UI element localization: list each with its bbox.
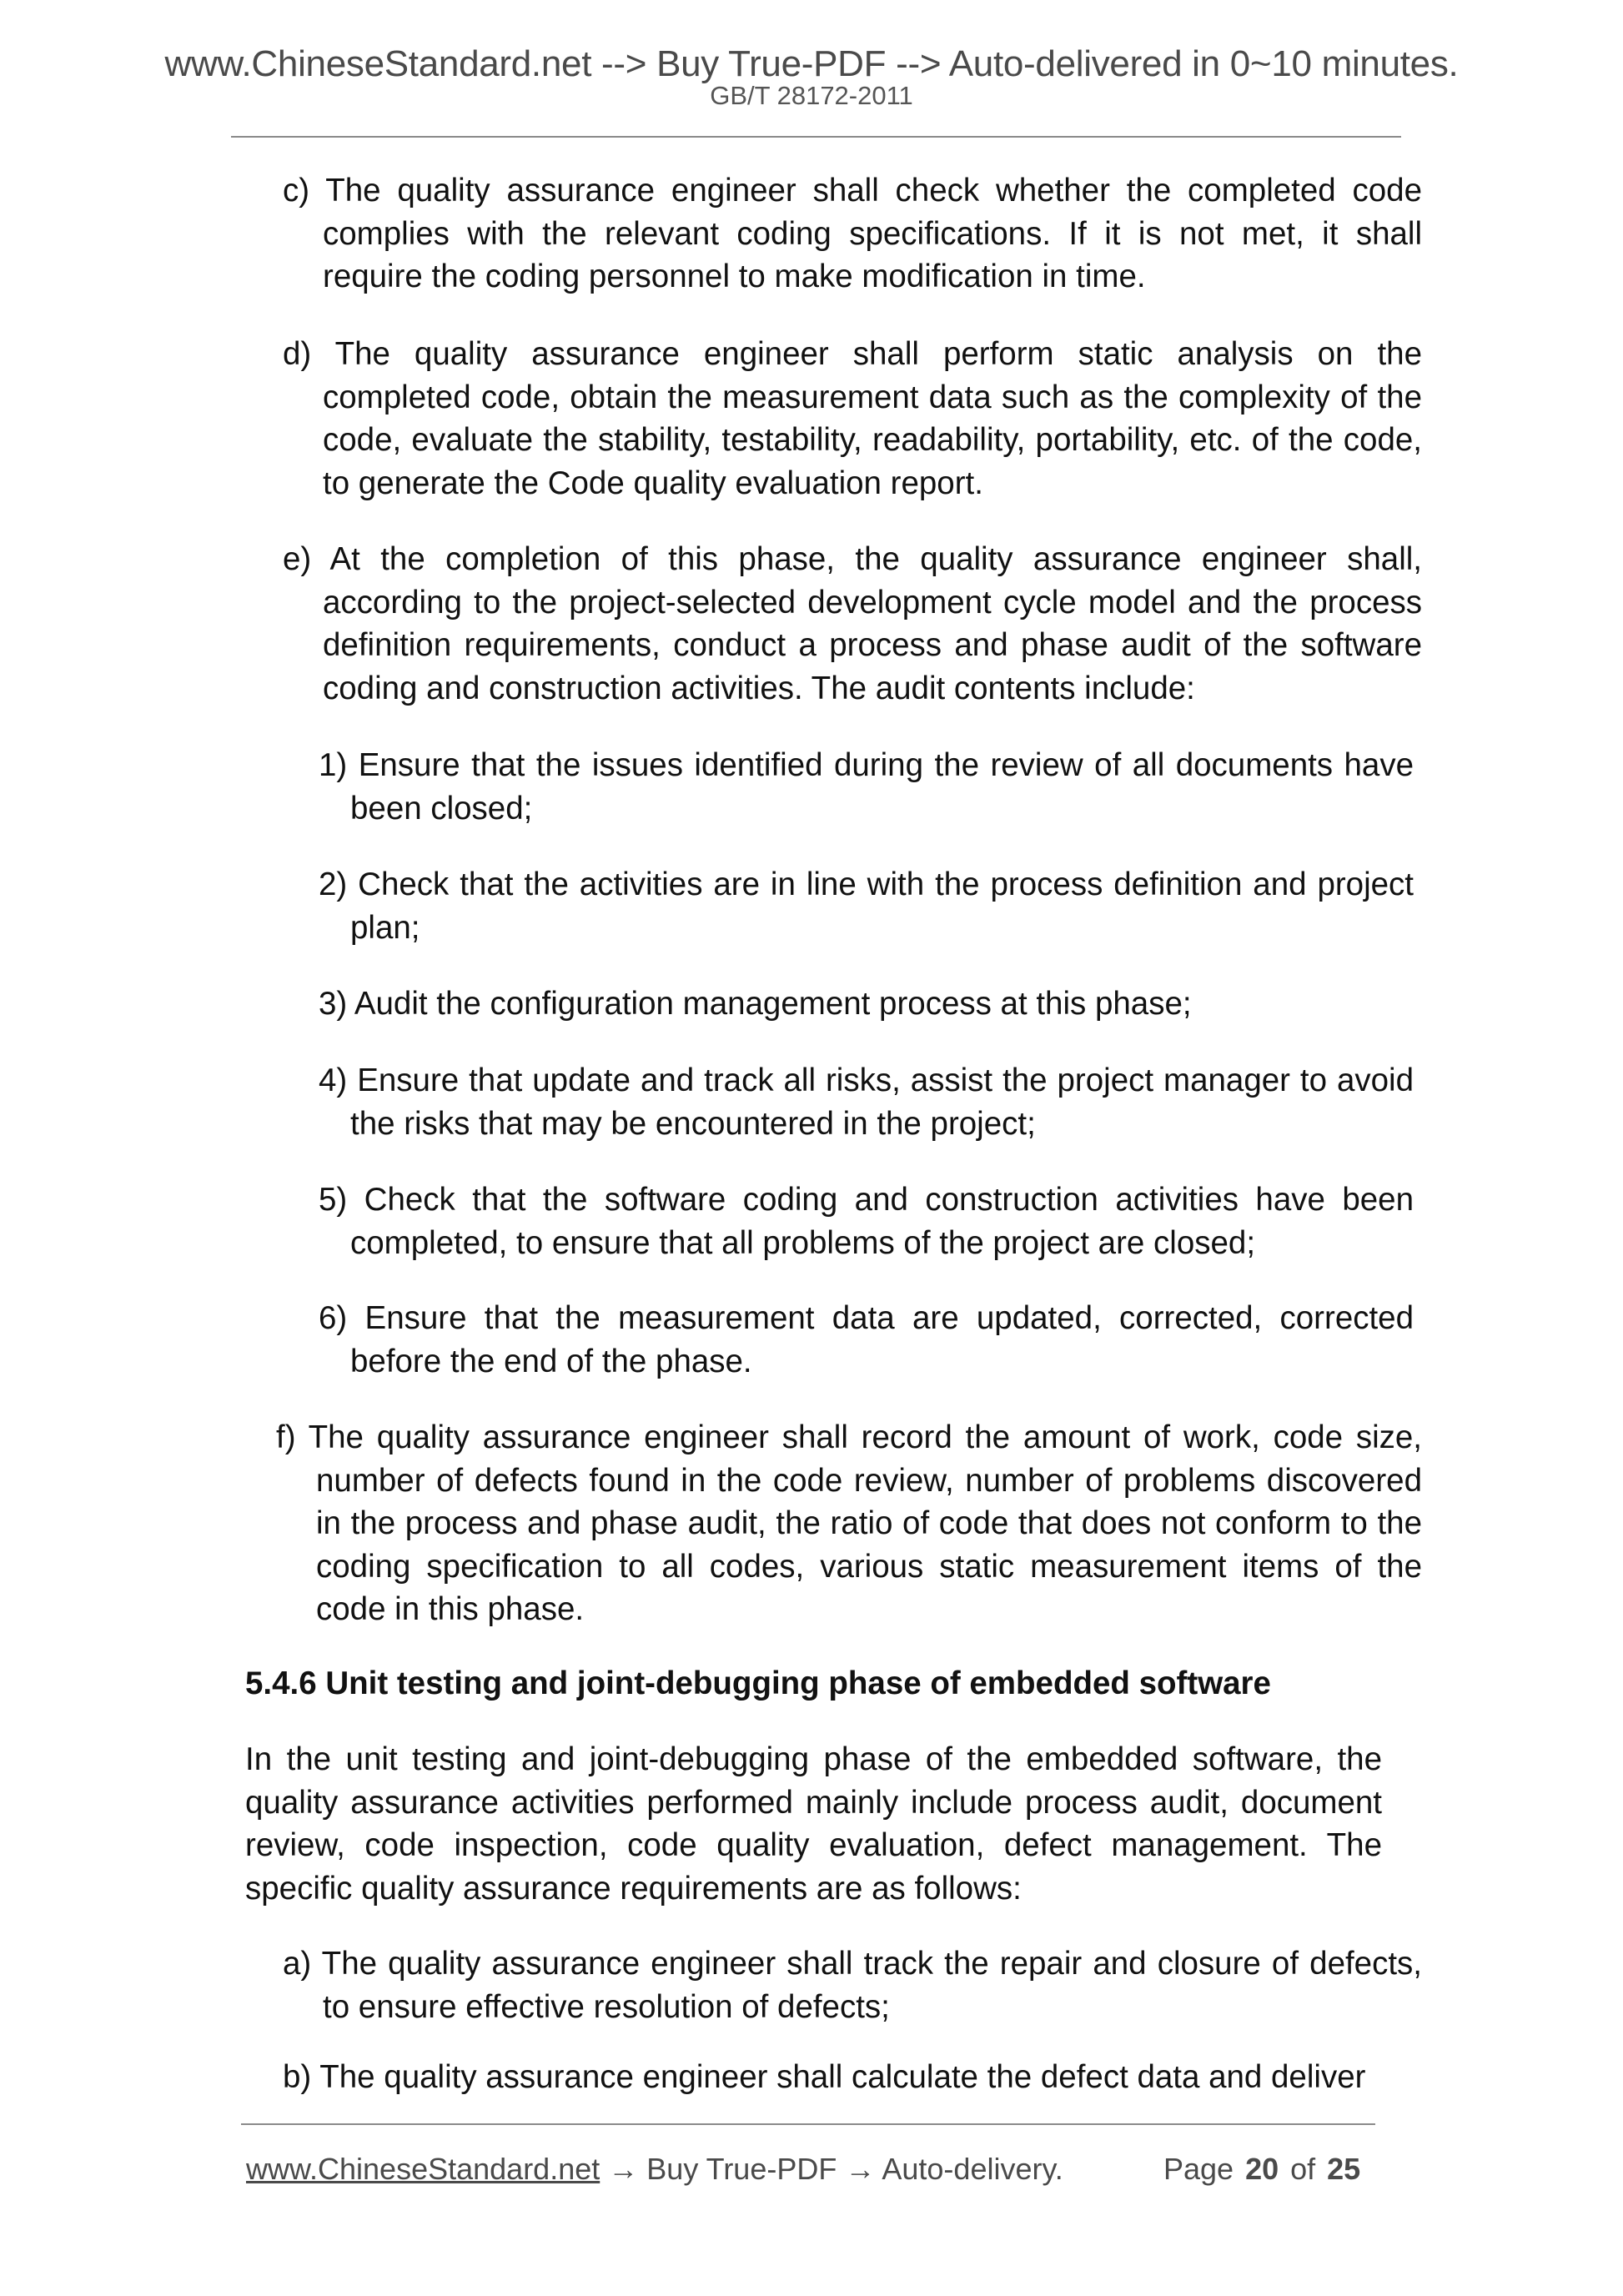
item-label: 5) (319, 1182, 348, 1218)
header-banner: www.ChineseStandard.net --> Buy True-PDF --> Auto-delivered in 0~10 minutes. (164, 43, 1459, 84)
item-label: 3) (319, 986, 348, 1022)
item-text: The quality assurance engineer shall track the repair and closure of defects, to ensure effective resolution of defects; (321, 1946, 1422, 2025)
audit-item-6 (319, 1297, 1414, 1383)
site-link[interactable]: www.ChineseStandard.net (246, 2152, 600, 2186)
item-label: a) (283, 1946, 312, 1982)
list-item-e (283, 538, 1422, 710)
item-text: Check that the activities are in line with the process definition and project plan; (350, 867, 1414, 946)
audit-item-4 (319, 1059, 1414, 1145)
footer-promo (246, 2152, 1063, 2187)
list-item-a (283, 1942, 1422, 2028)
audit-item-3 (319, 982, 1414, 1026)
item-text: Ensure that update and track all risks, assist the project manager to avoid the risks that may be encountered in the project; (350, 1063, 1414, 1142)
delivery-text: Auto-delivery. (882, 2152, 1063, 2186)
header-divider (231, 136, 1401, 138)
list-item-f (276, 1416, 1422, 1631)
page-word: Page (1163, 2152, 1234, 2186)
item-text: At the completion of this phase, the quality assurance engineer shall, according to the project-selected development cycle model and the process definition requirements, conduct a process and phase audit of the software coding and construction activities. The audit contents include: (323, 541, 1422, 706)
item-label: f) (276, 1419, 296, 1455)
item-label: 6) (319, 1300, 348, 1336)
list-item-b (283, 2056, 1422, 2099)
audit-item-5 (319, 1178, 1414, 1264)
item-label: 1) (319, 747, 348, 783)
item-text: Audit the configuration management process at this phase; (354, 986, 1192, 1022)
item-text: Ensure that the issues identified during the review of all documents have been closed; (350, 747, 1414, 826)
list-item-d (283, 333, 1422, 505)
section-heading: 5.4.6 Unit testing and joint-debugging phase of embedded software (245, 1665, 1271, 1701)
item-label: 4) (319, 1063, 348, 1098)
list-item-c (283, 169, 1422, 299)
standard-code: GB/T 28172-2011 (710, 81, 913, 110)
page-total: 25 (1327, 2152, 1361, 2186)
item-label: c) (283, 173, 310, 208)
page-current: 20 (1245, 2152, 1279, 2186)
item-label: d) (283, 336, 312, 372)
item-label: e) (283, 541, 312, 577)
item-label: 2) (319, 867, 348, 902)
audit-item-2 (319, 863, 1414, 949)
page-number (1163, 2152, 1360, 2187)
audit-item-1 (319, 744, 1414, 830)
of-word: of (1290, 2152, 1316, 2186)
item-text: The quality assurance engineer shall record the amount of work, code size, number of defects found in the code review, number of problems discovered in the process and phase audit, the ratio of code that does not conform to the coding specification to all codes, various static measurement items of the code in this phase. (308, 1419, 1422, 1627)
footer-divider (241, 2123, 1375, 2125)
buy-text: Buy True-PDF (646, 2152, 837, 2186)
item-text: The quality assurance engineer shall calculate the defect data and deliver (319, 2059, 1366, 2095)
item-label: b) (283, 2059, 312, 2095)
item-text: The quality assurance engineer shall check whether the completed code complies with the relevant coding specifications. If it is not met, it shall require the coding personnel to make modification in time. (323, 173, 1422, 294)
section-intro: In the unit testing and joint-debugging phase of the embedded software, the quality assurance activities performed mainly include process audit, document review, code inspection, code quality evaluation, defect management. The specific quality assurance requirements are as follows: (245, 1741, 1382, 1907)
item-text: Check that the software coding and construction activities have been completed, to ensure that all problems of the project are closed; (350, 1182, 1414, 1261)
arrow-right-icon: → (608, 2152, 639, 2186)
item-text: Ensure that the measurement data are updated, corrected, corrected before the end of the phase. (350, 1300, 1414, 1379)
arrow-right-icon: → (845, 2152, 876, 2186)
item-text: The quality assurance engineer shall perform static analysis on the completed code, obtain the measurement data such as the complexity of the code, evaluate the stability, testability, readability, portability, etc. of the code, to generate the Code quality evaluation report. (323, 336, 1422, 501)
